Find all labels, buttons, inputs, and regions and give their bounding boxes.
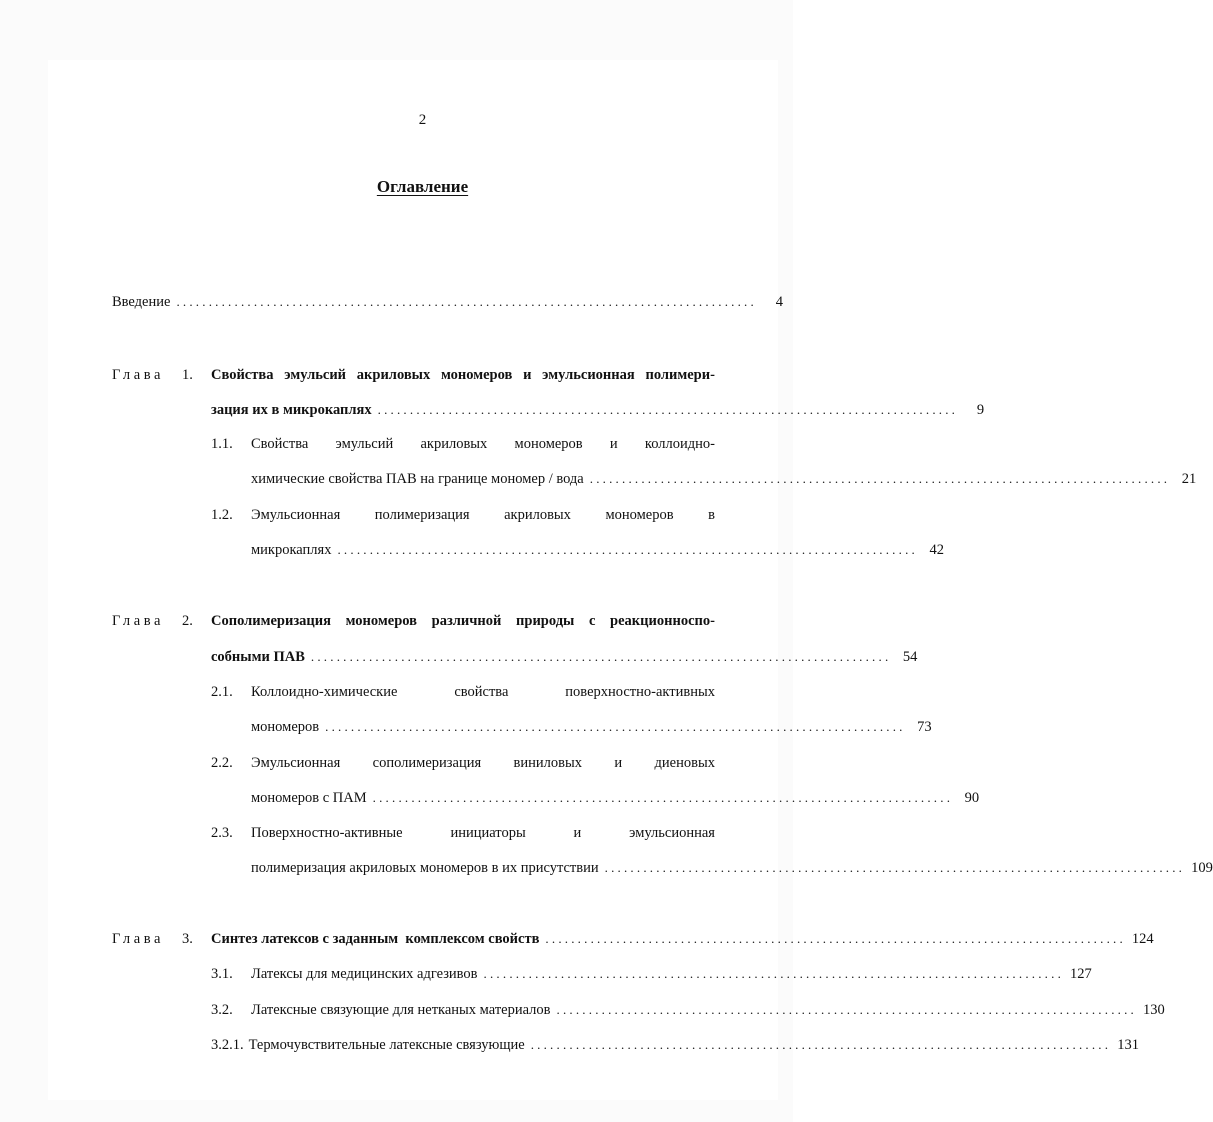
word: мономеров — [514, 436, 583, 452]
word: сополимеризация — [372, 755, 482, 771]
subsection-title: Термочувствительные латексные связующие — [248, 1037, 525, 1053]
leader-dots: .......................................................................................... — [310, 649, 892, 664]
word: инициаторы — [450, 825, 526, 841]
toc-page-number: 124 — [1131, 931, 1154, 947]
word: диеновых — [654, 755, 715, 771]
section-title: Латексы для медицинских адгезивов — [251, 966, 478, 982]
word: поверхностно-активных — [565, 684, 715, 700]
section-number: 2.2. — [211, 755, 233, 771]
toc-page-number: 73 — [917, 719, 932, 735]
word: акриловых — [420, 436, 488, 452]
word: в — [708, 507, 715, 523]
chapter-number: 3. — [182, 931, 193, 947]
toc-page-number: 131 — [1117, 1037, 1139, 1053]
word: коллоидно- — [644, 436, 715, 452]
word: эмульсий — [284, 367, 347, 383]
section-title-line2[interactable] — [251, 540, 944, 560]
word: с — [588, 613, 596, 629]
leader-dots: .......................................................................................... — [377, 402, 959, 417]
word: Свойства — [251, 436, 309, 452]
section-title-line2[interactable] — [251, 469, 1197, 489]
chapter-title-line1[interactable] — [211, 611, 715, 631]
word: и — [614, 755, 623, 771]
toc-page-number: 127 — [1070, 966, 1092, 982]
word: виниловых — [513, 755, 582, 771]
section-title-line1[interactable] — [251, 505, 715, 525]
chapter-label: Глава — [112, 613, 165, 629]
section-title-line1[interactable] — [251, 823, 715, 843]
toc-page-number: 54 — [902, 649, 918, 665]
leader-dots: .......................................................................................... — [530, 1037, 1112, 1052]
toc-page-number: 90 — [964, 790, 980, 806]
word: эмульсий — [335, 436, 394, 452]
chapter-title-end: собными ПАВ — [211, 649, 305, 665]
toc-page-number: 109 — [1191, 860, 1213, 876]
word: полимеризация — [374, 507, 470, 523]
leader-dots: .......................................................................................... — [604, 860, 1186, 875]
section-number: 3.1. — [211, 966, 233, 982]
section-title-end: микрокаплях — [251, 542, 332, 558]
section-number: 1.1. — [211, 436, 233, 452]
chapter-title-line2[interactable] — [211, 400, 985, 420]
section-title: Латексные связующие для нетканых материалов — [251, 1002, 551, 1018]
word: акриловых — [504, 507, 571, 523]
word: Свойства — [211, 367, 274, 383]
word: полимери- — [645, 367, 715, 383]
chapter-title-line2[interactable] — [211, 647, 918, 667]
word: различной — [431, 613, 502, 629]
leader-dots: .......................................................................................... — [372, 790, 954, 805]
word: мономеров — [440, 367, 513, 383]
section-title-line1[interactable] — [251, 682, 715, 702]
page-number: 2 — [418, 112, 427, 128]
section-title-line2[interactable] — [251, 858, 1213, 878]
word: Эмульсионная — [251, 507, 341, 523]
toc-page-number: 42 — [929, 542, 944, 558]
toc-page-number: 21 — [1181, 471, 1197, 487]
leader-dots: .......................................................................................... — [176, 294, 757, 309]
section-title-end: полимеризация акриловых мономеров в их присутствии — [251, 860, 599, 876]
toc-intro[interactable] — [112, 292, 783, 312]
word: Коллоидно-химические — [251, 684, 398, 700]
section-number: 2.3. — [211, 825, 233, 841]
word: эмульсионная — [629, 825, 715, 841]
section-title-line2[interactable] — [251, 788, 980, 808]
chapter-number: 2. — [182, 613, 193, 629]
word: и — [573, 825, 582, 841]
leader-dots: .......................................................................................... — [483, 966, 1065, 981]
chapter-label: Глава — [112, 367, 165, 383]
word: природы — [516, 613, 575, 629]
leader-dots: .......................................................................................... — [337, 542, 918, 557]
leader-dots: .......................................................................................... — [545, 931, 1126, 946]
chapter-title-end: зация их в микрокаплях — [211, 402, 372, 418]
leader-dots: .......................................................................................... — [325, 719, 906, 734]
subsection-line[interactable] — [211, 1035, 1139, 1055]
word: и — [523, 367, 532, 383]
section-title-line[interactable] — [251, 964, 1092, 984]
toc-page-number: 9 — [976, 402, 985, 418]
section-title-end: мономеров с ПАМ — [251, 790, 367, 806]
section-title-line[interactable] — [251, 1000, 1165, 1020]
word: свойства — [454, 684, 509, 700]
word: акриловых — [356, 367, 431, 383]
chapter-number: 1. — [182, 367, 193, 383]
word: мономеров — [345, 613, 417, 629]
leader-dots: .......................................................................................... — [589, 471, 1171, 486]
section-title-end: химические свойства ПАВ на границе мономер / вода — [251, 471, 584, 487]
word: Эмульсионная — [251, 755, 341, 771]
toc-page-number: 4 — [775, 294, 783, 310]
section-title-line1[interactable] — [251, 434, 715, 454]
leader-dots: .......................................................................................... — [556, 1002, 1137, 1017]
toc-intro-label: Введение — [112, 294, 171, 310]
section-number: 2.1. — [211, 684, 233, 700]
chapter-title: Синтез латексов с заданным комплексом свойств — [211, 931, 540, 947]
subsection-number: 3.2.1. — [211, 1037, 244, 1053]
chapter-title-line1[interactable] — [211, 365, 715, 385]
toc-page-number: 130 — [1143, 1002, 1165, 1018]
section-title-line1[interactable] — [251, 753, 715, 773]
section-title-end: мономеров — [251, 719, 320, 735]
chapter-title-line[interactable] — [211, 929, 1154, 949]
section-title-line2[interactable] — [251, 717, 932, 737]
section-number: 1.2. — [211, 507, 233, 523]
word: эмульсионная — [542, 367, 635, 383]
word: Сополимеризация — [211, 613, 331, 629]
chapter-label: Глава — [112, 931, 165, 947]
section-number: 3.2. — [211, 1002, 233, 1018]
word: Поверхностно-активные — [251, 825, 403, 841]
word: и — [609, 436, 618, 452]
word: реакционноспо- — [610, 613, 715, 629]
word: мономеров — [605, 507, 674, 523]
page-title: Оглавление — [376, 177, 469, 196]
